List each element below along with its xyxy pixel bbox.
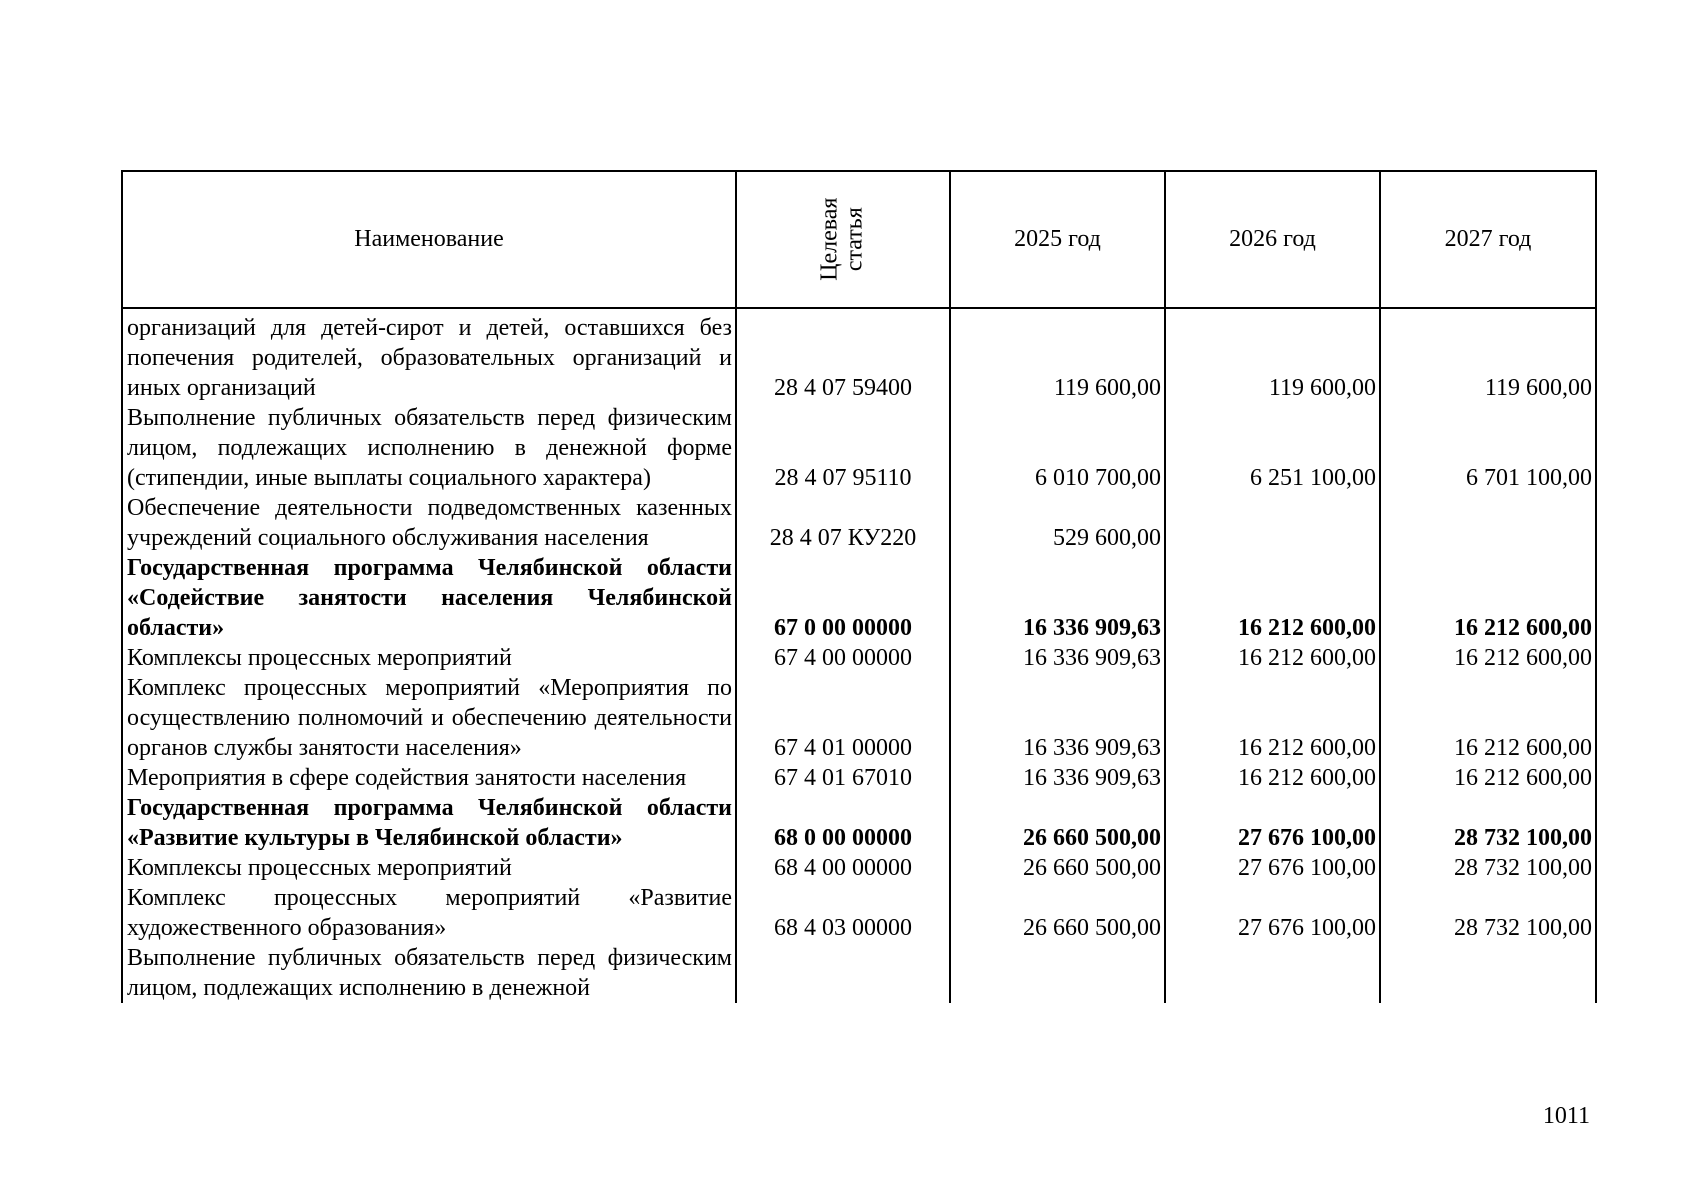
- row-name: Комплекс процессных мероприятий «Развитие художественного образования»: [122, 883, 736, 943]
- row-target-article: [736, 943, 950, 1003]
- row-value-2026: 16 212 600,00: [1165, 763, 1380, 793]
- row-value-2026: [1165, 943, 1380, 1003]
- row-value-2027: 28 732 100,00: [1380, 883, 1596, 943]
- header-year-2026: 2026 год: [1165, 171, 1380, 308]
- header-name: Наименование: [122, 171, 736, 308]
- row-value-2025: [950, 943, 1165, 1003]
- table-row: [122, 883, 1596, 943]
- row-name: Комплексы процессных мероприятий: [122, 853, 736, 883]
- row-value-2026: 16 212 600,00: [1165, 673, 1380, 763]
- header-target-article-line2: статья: [841, 207, 868, 272]
- table-row: [122, 643, 1596, 673]
- table-row: [122, 553, 1596, 643]
- row-target-article: 67 0 00 00000: [736, 553, 950, 643]
- row-name: Выполнение публичных обязательств перед физическим лицом, подлежащих исполнению в денежной: [122, 943, 736, 1003]
- row-target-article: 28 4 07 59400: [736, 308, 950, 403]
- row-value-2025: 119 600,00: [950, 308, 1165, 403]
- row-value-2026: 119 600,00: [1165, 308, 1380, 403]
- row-name: Государственная программа Челябинской области «Развитие культуры в Челябинской области»: [122, 793, 736, 853]
- row-value-2025: 26 660 500,00: [950, 883, 1165, 943]
- row-value-2025: 16 336 909,63: [950, 763, 1165, 793]
- row-value-2025: 26 660 500,00: [950, 853, 1165, 883]
- row-value-2025: 529 600,00: [950, 493, 1165, 553]
- row-value-2025: 26 660 500,00: [950, 793, 1165, 853]
- budget-table: [121, 170, 1597, 1003]
- row-value-2027: 16 212 600,00: [1380, 643, 1596, 673]
- row-target-article: 67 4 01 00000: [736, 673, 950, 763]
- row-value-2026: 27 676 100,00: [1165, 883, 1380, 943]
- row-name: Выполнение публичных обязательств перед физическим лицом, подлежащих исполнению в денежной форме (стипендии, иные выплаты социального характера): [122, 403, 736, 493]
- row-target-article: 68 4 03 00000: [736, 883, 950, 943]
- row-value-2026: 27 676 100,00: [1165, 793, 1380, 853]
- page-number: 1011: [1542, 1103, 1590, 1129]
- table-row: [122, 943, 1596, 1003]
- table-row: [122, 673, 1596, 763]
- header-target-article: [736, 171, 950, 308]
- table-row: [122, 763, 1596, 793]
- row-value-2025: 6 010 700,00: [950, 403, 1165, 493]
- table-row: [122, 853, 1596, 883]
- row-value-2025: 16 336 909,63: [950, 553, 1165, 643]
- row-value-2027: [1380, 943, 1596, 1003]
- table-row: [122, 308, 1596, 403]
- row-name: Государственная программа Челябинской области «Содействие занятости населения Челябинской области»: [122, 553, 736, 643]
- row-value-2026: 6 251 100,00: [1165, 403, 1380, 493]
- table-body: [122, 308, 1596, 1003]
- row-name: организаций для детей-сирот и детей, оставшихся без попечения родителей, образовательных организаций и иных организаций: [122, 308, 736, 403]
- table-row: [122, 793, 1596, 853]
- table-header-row: [122, 171, 1596, 308]
- header-target-article-line1: Целевая: [816, 197, 843, 281]
- table-row: [122, 403, 1596, 493]
- row-value-2027: [1380, 493, 1596, 553]
- row-value-2025: 16 336 909,63: [950, 643, 1165, 673]
- row-value-2026: 27 676 100,00: [1165, 853, 1380, 883]
- row-target-article: 28 4 07 КУ220: [736, 493, 950, 553]
- row-target-article: 67 4 00 00000: [736, 643, 950, 673]
- row-value-2025: 16 336 909,63: [950, 673, 1165, 763]
- header-year-2025: 2025 год: [950, 171, 1165, 308]
- row-value-2027: 119 600,00: [1380, 308, 1596, 403]
- row-target-article: 68 0 00 00000: [736, 793, 950, 853]
- row-target-article: 68 4 00 00000: [736, 853, 950, 883]
- row-target-article: 67 4 01 67010: [736, 763, 950, 793]
- row-name: Комплексы процессных мероприятий: [122, 643, 736, 673]
- row-value-2026: 16 212 600,00: [1165, 553, 1380, 643]
- row-name: Мероприятия в сфере содействия занятости населения: [122, 763, 736, 793]
- row-target-article: 28 4 07 95110: [736, 403, 950, 493]
- row-value-2027: 16 212 600,00: [1380, 673, 1596, 763]
- row-value-2026: 16 212 600,00: [1165, 643, 1380, 673]
- table-row: [122, 493, 1596, 553]
- row-name: Комплекс процессных мероприятий «Мероприятия по осуществлению полномочий и обеспечению деятельности органов службы занятости населения»: [122, 673, 736, 763]
- row-value-2027: 28 732 100,00: [1380, 853, 1596, 883]
- row-name: Обеспечение деятельности подведомственных казенных учреждений социального обслуживания населения: [122, 493, 736, 553]
- row-value-2027: 16 212 600,00: [1380, 763, 1596, 793]
- row-value-2026: [1165, 493, 1380, 553]
- row-value-2027: 6 701 100,00: [1380, 403, 1596, 493]
- row-value-2027: 16 212 600,00: [1380, 553, 1596, 643]
- row-value-2027: 28 732 100,00: [1380, 793, 1596, 853]
- header-year-2027: 2027 год: [1380, 171, 1596, 308]
